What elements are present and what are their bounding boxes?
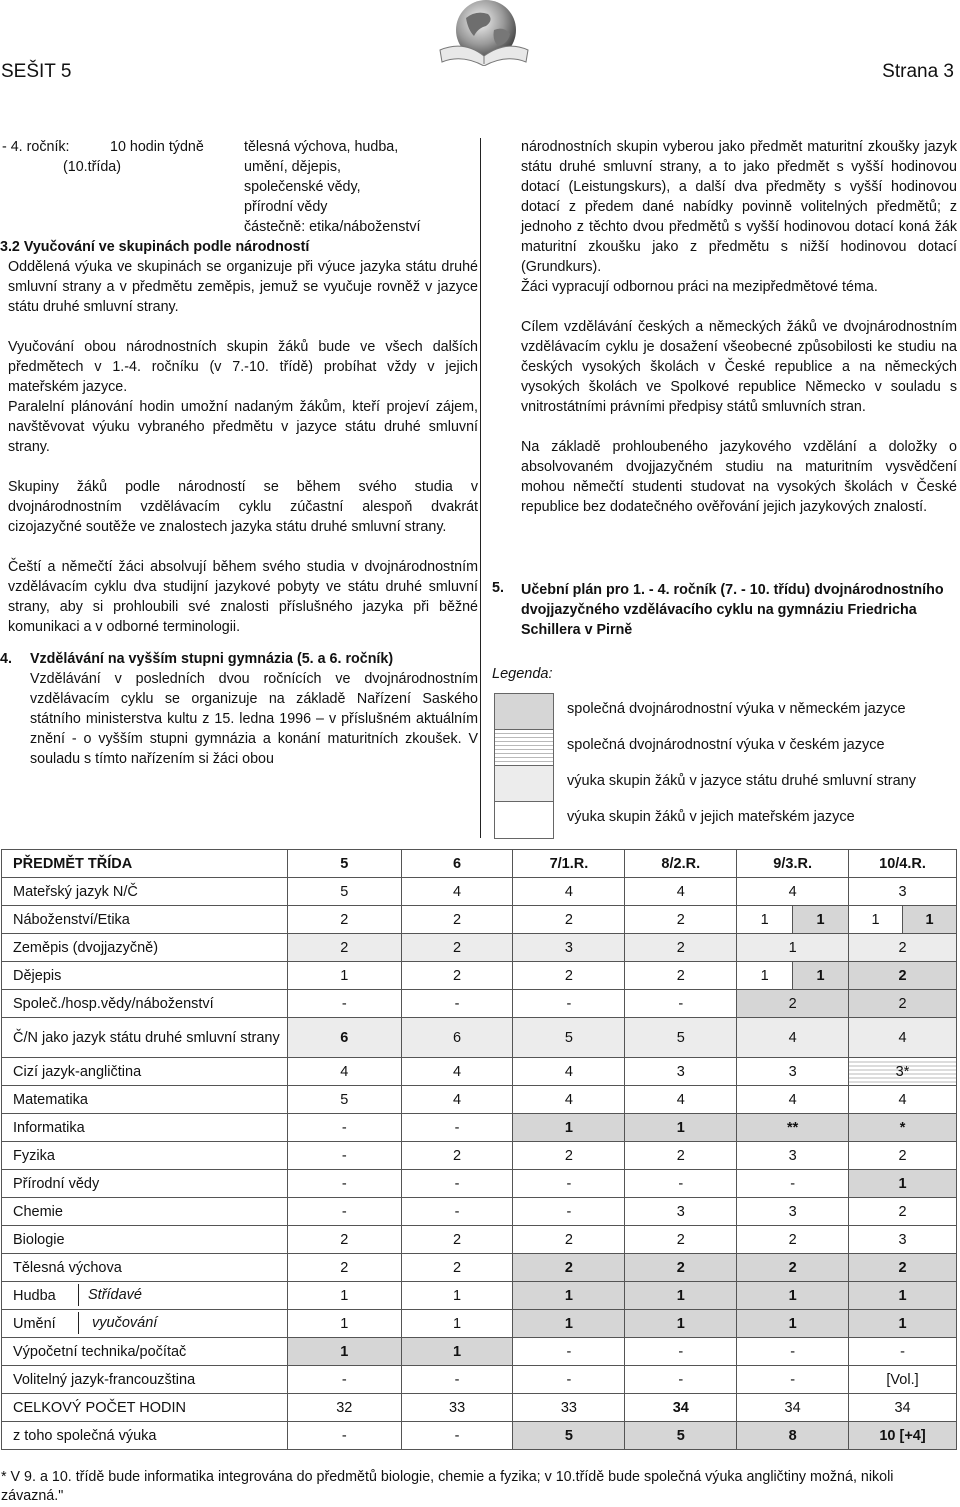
legend-label: Legenda: bbox=[492, 666, 553, 682]
table-cell: 1 bbox=[625, 1114, 737, 1142]
rows-label: - 4. ročník: bbox=[2, 139, 70, 155]
table-cell: 4 bbox=[737, 878, 849, 906]
paragraph-r3: Cílem vzdělávání českých a německých žáků ve dvojnárodnostním vzdělávacím cyklu je dosažení všeobecné způsobilosti ke studiu na českých vysokých školách v České republice a na německých vysokých školách ve Spolkové republice Německo v souladu s vnitrostátními právními předpisy států smluvních stran. bbox=[521, 319, 957, 415]
table-cell: 4 bbox=[737, 1018, 849, 1058]
table-cell: 3 bbox=[737, 1058, 849, 1086]
table-cell: 5 bbox=[287, 1086, 401, 1114]
table-cell: 4 bbox=[513, 878, 625, 906]
rows-line-1 bbox=[2, 137, 478, 157]
row-subject: Společ./hosp.vědy/náboženství bbox=[2, 990, 288, 1018]
rows-line-2 bbox=[8, 157, 478, 177]
table-row bbox=[2, 1198, 957, 1226]
legend-swatch-czech bbox=[494, 729, 554, 767]
table-cell: 2 bbox=[513, 1254, 625, 1282]
table-cell: - bbox=[737, 1366, 849, 1394]
table-cell: 3 bbox=[513, 934, 625, 962]
row-note: vyučování bbox=[92, 1315, 158, 1331]
table-cell: - bbox=[401, 990, 513, 1018]
table-row bbox=[2, 906, 957, 934]
bracket-divider bbox=[78, 1284, 79, 1306]
header-subject: PŘEDMĚT TŘÍDA bbox=[2, 850, 288, 878]
row-subject: Tělesná výchova bbox=[2, 1254, 288, 1282]
table-cell: - bbox=[401, 1422, 513, 1450]
table-row bbox=[2, 990, 957, 1018]
table-cell: - bbox=[513, 1170, 625, 1198]
table-cell: 1 bbox=[849, 906, 903, 934]
table-row bbox=[2, 1226, 957, 1254]
paragraph-3-2-b: Vyučování obou národnostních skupin žáků bude ve všech dalších předmětech v 1.-4. ročníku (v 7.-10. třídě) probíhat vždy v jejich mateřském jazyce. bbox=[8, 339, 478, 395]
header-class-5: 5 bbox=[287, 850, 401, 878]
row-subject: CELKOVÝ POČET HODIN bbox=[2, 1394, 288, 1422]
paragraph-3-2-c: Paralelní plánování hodin umožní nadaným žákům, kteří projeví zájem, navštěvovat výuku vybraného předmětu v jazyce státu druhé smluvní strany. bbox=[8, 399, 478, 455]
row-note: Střídavé bbox=[88, 1287, 142, 1303]
table-cell: - bbox=[287, 1170, 401, 1198]
rows-hours: 10 hodin týdně bbox=[110, 139, 204, 155]
table-cell: - bbox=[287, 1366, 401, 1394]
table-cell: 33 bbox=[401, 1394, 513, 1422]
table-cell: 1 bbox=[793, 906, 849, 934]
table-cell: 2 bbox=[625, 1254, 737, 1282]
row-subject-cell bbox=[2, 1282, 288, 1310]
rows-class: (10.třída) bbox=[63, 159, 122, 175]
table-cell: * bbox=[849, 1114, 957, 1142]
row-subject: Volitelný jazyk-francouzština bbox=[2, 1366, 288, 1394]
table-row bbox=[2, 1114, 957, 1142]
table-cell: 2 bbox=[287, 906, 401, 934]
table-cell: - bbox=[625, 1170, 737, 1198]
table-cell: - bbox=[401, 1198, 513, 1226]
table-cell: - bbox=[513, 1366, 625, 1394]
table-cell: 2 bbox=[401, 1142, 513, 1170]
section-4-title: Vzdělávání na vyšším stupni gymnázia (5. a 6. ročník) bbox=[30, 651, 394, 667]
table-cell: 1 bbox=[513, 1114, 625, 1142]
table-row bbox=[2, 1086, 957, 1114]
row-subject: Fyzika bbox=[2, 1142, 288, 1170]
table-row bbox=[2, 1394, 957, 1422]
table-cell: 8 bbox=[737, 1422, 849, 1450]
row-subject-cell bbox=[2, 1310, 288, 1338]
table-cell: - bbox=[287, 1142, 401, 1170]
table-cell: 5 bbox=[625, 1018, 737, 1058]
table-cell: - bbox=[287, 1114, 401, 1142]
header-class-6: 6 bbox=[401, 850, 513, 878]
table-cell: - bbox=[625, 1366, 737, 1394]
table-cell: 2 bbox=[625, 934, 737, 962]
table-cell: 2 bbox=[513, 962, 625, 990]
table-cell: 34 bbox=[737, 1394, 849, 1422]
section-4-heading bbox=[0, 649, 478, 669]
rows-line-5 bbox=[8, 217, 478, 237]
legend-swatch-mother-tongue bbox=[494, 801, 554, 839]
table-cell: 5 bbox=[287, 878, 401, 906]
table-cell: - bbox=[737, 1338, 849, 1366]
paragraph-3-2-e: Čeští a němečtí žáci absolvují během svého studia v dvojnárodnostním vzdělávacím cyklu dva studijní jazykové pobyty ve státu druhé smluvní strany, aby si prohloubili své znalosti příslušného jazyka při běžné komunikaci a v odborné terminologii. bbox=[8, 559, 478, 635]
table-cell: 4 bbox=[849, 1086, 957, 1114]
table-cell: 5 bbox=[513, 1018, 625, 1058]
header-left: SEŠIT 5 bbox=[1, 61, 72, 82]
table-cell: 4 bbox=[513, 1086, 625, 1114]
table-cell: 2 bbox=[287, 1226, 401, 1254]
rows-line-3 bbox=[8, 177, 478, 197]
table-cell: 2 bbox=[849, 1254, 957, 1282]
table-cell: 1 bbox=[793, 962, 849, 990]
table-cell: 2 bbox=[513, 1226, 625, 1254]
row-subject: Informatika bbox=[2, 1114, 288, 1142]
table-cell: 1 bbox=[401, 1282, 513, 1310]
table-row bbox=[2, 1282, 957, 1310]
table-cell: 2 bbox=[401, 934, 513, 962]
bracket-divider bbox=[78, 1312, 79, 1334]
table-cell: 4 bbox=[625, 1086, 737, 1114]
paragraph-3-2-a: Oddělená výuka ve skupinách se organizuje při výuce jazyka státu druhé smluvní strany a v předmětu zeměpis, jemuž se vyučuje rovněž v jazyce státu druhé smluvní strany. bbox=[8, 259, 478, 315]
table-cell: ** bbox=[737, 1114, 849, 1142]
rows-subject-2: umění, dějepis, bbox=[244, 159, 341, 175]
header-class-9: 9/3.R. bbox=[737, 850, 849, 878]
table-cell: 6 bbox=[287, 1018, 401, 1058]
table-cell: 1 bbox=[849, 1170, 957, 1198]
paragraph-r1: národnostních skupin vyberou jako předmět maturitní zkoušky jazyk státu druhé smluvní strany, a to jako předmět s vyšší hodinovou dotací (Leistungskurs), a další dva předměty s vyšší hodinovou dotací z předem dané nabídky povinně volitelných předmětů; z jednoho z těchto dvou předmětů s vyšší hodinovou dotací koná žák maturitní zkoušku jako z předmětu s nižší hodinovou dotací (Grundkurs). bbox=[521, 139, 957, 275]
table-cell: 1 bbox=[902, 906, 956, 934]
table-cell: 2 bbox=[737, 1226, 849, 1254]
table-cell: - bbox=[287, 1198, 401, 1226]
legend-swatch-german bbox=[494, 693, 554, 731]
table-cell: 4 bbox=[849, 1018, 957, 1058]
table-cell: - bbox=[401, 1170, 513, 1198]
section-5-title: Učební plán pro 1. - 4. ročník (7. - 10. třídu) dvojnárodnostního dvojjazyčného vzdělávacího cyklu na gymnáziu Friedricha Schillera v Pirně bbox=[521, 582, 944, 638]
table-cell: 3 bbox=[625, 1058, 737, 1086]
table-cell: 1 bbox=[287, 962, 401, 990]
row-subject: Matematika bbox=[2, 1086, 288, 1114]
table-cell: 33 bbox=[513, 1394, 625, 1422]
table-cell: 1 bbox=[287, 1282, 401, 1310]
table-row bbox=[2, 1058, 957, 1086]
table-cell: 4 bbox=[737, 1086, 849, 1114]
table-cell: 34 bbox=[625, 1394, 737, 1422]
table-cell: 2 bbox=[849, 934, 957, 962]
table-cell: 1 bbox=[737, 962, 793, 990]
table-cell: 4 bbox=[401, 1086, 513, 1114]
globe-book-logo bbox=[436, 0, 532, 66]
row-subject: z toho společná výuka bbox=[2, 1422, 288, 1450]
table-cell: 2 bbox=[849, 962, 957, 990]
paragraph-r2: Žáci vypracují odbornou práci na mezipředmětové téma. bbox=[521, 279, 878, 295]
table-cell: - bbox=[849, 1338, 957, 1366]
row-subject: Hudba bbox=[13, 1287, 56, 1304]
table-cell: 3 bbox=[849, 878, 957, 906]
table-cell: 2 bbox=[513, 906, 625, 934]
row-subject: Náboženství/Etika bbox=[2, 906, 288, 934]
table-cell: 2 bbox=[737, 990, 849, 1018]
table-row bbox=[2, 1338, 957, 1366]
table-cell: 3 bbox=[625, 1198, 737, 1226]
row-subject: Dějepis bbox=[2, 962, 288, 990]
table-cell: 2 bbox=[287, 1254, 401, 1282]
header-class-7: 7/1.R. bbox=[513, 850, 625, 878]
table-cell: 1 bbox=[737, 1310, 849, 1338]
legend-swatch-partner-language bbox=[494, 765, 554, 803]
row-subject: Zeměpis (dvojjazyčně) bbox=[2, 934, 288, 962]
table-row bbox=[2, 1254, 957, 1282]
table-cell: 2 bbox=[401, 962, 513, 990]
legend-text-german: společná dvojnárodnostní výuka v německém jazyce bbox=[567, 701, 906, 717]
row-subject: Výpočetní technika/počítač bbox=[2, 1338, 288, 1366]
table-cell: 1 bbox=[401, 1338, 513, 1366]
row-subject: Přírodní vědy bbox=[2, 1170, 288, 1198]
table-row bbox=[2, 878, 957, 906]
table-row bbox=[2, 1142, 957, 1170]
table-cell: 3 bbox=[737, 1142, 849, 1170]
table-cell: 2 bbox=[401, 1254, 513, 1282]
rows-line-4 bbox=[8, 197, 478, 217]
table-cell: 4 bbox=[401, 878, 513, 906]
table-cell: 2 bbox=[625, 1142, 737, 1170]
table-cell: - bbox=[513, 990, 625, 1018]
table-cell: - bbox=[513, 1338, 625, 1366]
header-class-10: 10/4.R. bbox=[849, 850, 957, 878]
table-cell: 34 bbox=[849, 1394, 957, 1422]
paragraph-3-2-d: Skupiny žáků podle národností se během svého studia v dvojnárodnostním vzdělávacím cyklu zúčastní alespoň dvakrát cizojazyčné soutěže ve znalostech jazyka státu druhé smluvní strany. bbox=[8, 479, 478, 535]
row-subject: Cizí jazyk-angličtina bbox=[2, 1058, 288, 1086]
table-row bbox=[2, 962, 957, 990]
rows-subject-1: tělesná výchova, hudba, bbox=[244, 139, 399, 155]
table-cell: - bbox=[401, 1366, 513, 1394]
table-cell: 1 bbox=[737, 1282, 849, 1310]
header-right: Strana 3 bbox=[882, 61, 954, 82]
rows-subject-4: přírodní vědy bbox=[244, 199, 328, 215]
right-column bbox=[521, 137, 957, 517]
row-subject: Chemie bbox=[2, 1198, 288, 1226]
curriculum-table bbox=[1, 849, 957, 1450]
table-cell: 1 bbox=[849, 1282, 957, 1310]
section-4-number: 4. bbox=[0, 651, 12, 667]
paragraph-4: Vzdělávání v posledních dvou ročnících ve dvojnárodnostním vzdělávacím cyklu se organizuje na základě Nařízení Saského státního ministerstva kultu z 15. ledna 1996 – v příslušném aktuálním znění - o vyšším stupni gymnázia a konání maturitních zkoušek. V souladu s tímto nařízením si žáci obou bbox=[30, 671, 478, 767]
table-cell: 2 bbox=[737, 1254, 849, 1282]
rows-block bbox=[2, 137, 478, 237]
table-row bbox=[2, 1366, 957, 1394]
table-cell: 1 bbox=[513, 1282, 625, 1310]
rows-subject-3: společenské vědy, bbox=[244, 179, 361, 195]
table-cell: 2 bbox=[849, 990, 957, 1018]
legend-text-czech: společná dvojnárodnostní výuka v českém jazyce bbox=[567, 737, 885, 753]
table-cell: 2 bbox=[625, 1226, 737, 1254]
legend-text-partner-language: výuka skupin žáků v jazyce státu druhé smluvní strany bbox=[567, 773, 916, 789]
table-cell: 1 bbox=[401, 1310, 513, 1338]
table-cell: 1 bbox=[287, 1338, 401, 1366]
table-cell: 4 bbox=[625, 878, 737, 906]
table-cell: 4 bbox=[287, 1058, 401, 1086]
table-cell: 2 bbox=[401, 1226, 513, 1254]
table-header-row bbox=[2, 850, 957, 878]
table-cell: - bbox=[287, 990, 401, 1018]
table-cell: 5 bbox=[625, 1422, 737, 1450]
table-cell: - bbox=[737, 1170, 849, 1198]
section-3-2-title: 3.2 Vyučování ve skupinách podle národností bbox=[0, 239, 310, 255]
header-class-8: 8/2.R. bbox=[625, 850, 737, 878]
table-cell: 1 bbox=[625, 1282, 737, 1310]
table-cell: 2 bbox=[287, 934, 401, 962]
table-cell: - bbox=[625, 990, 737, 1018]
table-row bbox=[2, 934, 957, 962]
table-row bbox=[2, 1018, 957, 1058]
table-cell: 10 [+4] bbox=[849, 1422, 957, 1450]
table-cell: 2 bbox=[849, 1198, 957, 1226]
row-subject: Mateřský jazyk N/Č bbox=[2, 878, 288, 906]
section-5-number: 5. bbox=[492, 580, 504, 596]
globe-icon bbox=[436, 0, 532, 66]
table-cell: 2 bbox=[401, 906, 513, 934]
table-cell: 1 bbox=[737, 906, 793, 934]
table-row bbox=[2, 1422, 957, 1450]
row-subject: Č/N jako jazyk státu druhé smluvní strany bbox=[2, 1018, 288, 1058]
row-subject: Biologie bbox=[2, 1226, 288, 1254]
table-cell: - bbox=[625, 1338, 737, 1366]
table-cell: [Vol.] bbox=[849, 1366, 957, 1394]
table-cell: 3* bbox=[849, 1058, 957, 1086]
table-cell: 4 bbox=[401, 1058, 513, 1086]
table-row bbox=[2, 1310, 957, 1338]
table-cell: 2 bbox=[625, 906, 737, 934]
footnote: * V 9. a 10. třídě bude informatika integrována do předmětů biologie, chemie a fyzika; v 10.třídě bude společná výuka angličtiny možná, nikoli závazná." bbox=[1, 1469, 894, 1504]
table-cell: - bbox=[287, 1422, 401, 1450]
rows-subject-5: částečně: etika/náboženství bbox=[244, 219, 421, 235]
table-cell: 1 bbox=[513, 1310, 625, 1338]
table-cell: 2 bbox=[513, 1142, 625, 1170]
table-cell: - bbox=[513, 1198, 625, 1226]
table-cell: 1 bbox=[849, 1310, 957, 1338]
left-column bbox=[0, 137, 478, 769]
table-cell: 1 bbox=[625, 1310, 737, 1338]
table-cell: 5 bbox=[513, 1422, 625, 1450]
table-cell: 1 bbox=[287, 1310, 401, 1338]
table-cell: 3 bbox=[849, 1226, 957, 1254]
legend-text-mother-tongue: výuka skupin žáků v jejich mateřském jazyce bbox=[567, 809, 855, 825]
paragraph-r4: Na základě prohloubeného jazykového vzdělání a doložky o absolvovaném dvojjazyčném studiu na maturitním vysvědčení mohou němečtí studenti studovat na vysokých školách v České republice bez dodatečného ověřování jejich jazykových znalostí. bbox=[521, 439, 957, 515]
table-row bbox=[2, 1170, 957, 1198]
row-subject: Umění bbox=[13, 1315, 56, 1332]
table-cell: 3 bbox=[737, 1198, 849, 1226]
table-cell: 2 bbox=[849, 1142, 957, 1170]
table-cell: 4 bbox=[513, 1058, 625, 1086]
table-cell: - bbox=[401, 1114, 513, 1142]
table-cell: 32 bbox=[287, 1394, 401, 1422]
table-cell: 1 bbox=[737, 934, 849, 962]
table-cell: 6 bbox=[401, 1018, 513, 1058]
column-divider bbox=[480, 138, 481, 838]
table-cell: 2 bbox=[625, 962, 737, 990]
